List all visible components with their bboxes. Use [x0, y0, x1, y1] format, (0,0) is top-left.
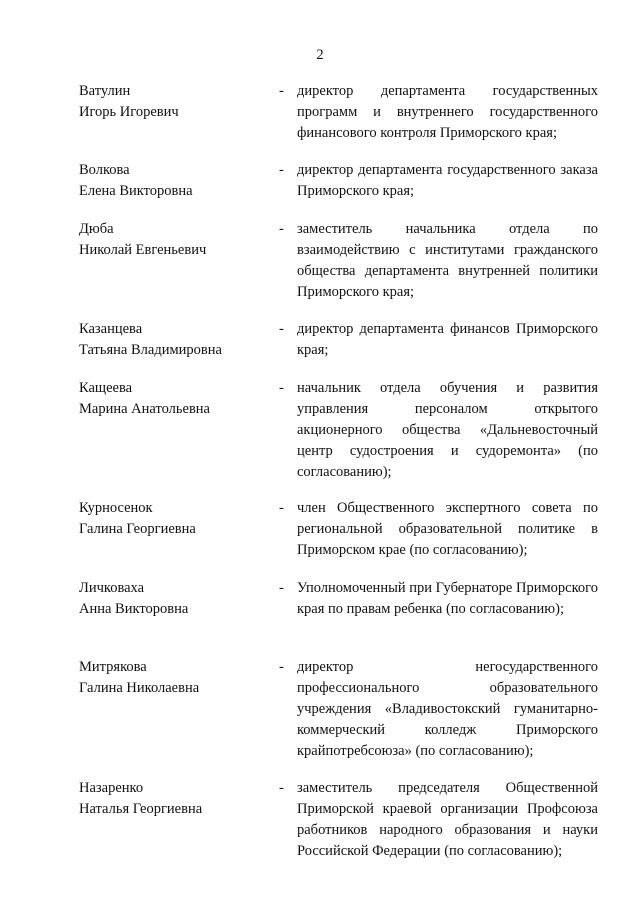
- member-role: Уполномоченный при Губернаторе Приморского края по правам ребенка (по согласованию);: [297, 580, 598, 617]
- member-surname: Назаренко: [79, 780, 144, 796]
- member-name: [79, 578, 269, 620]
- member-surname: Курносенок: [79, 500, 153, 516]
- dash-separator: -: [279, 380, 284, 396]
- dash-separator: -: [279, 321, 284, 337]
- member-role: директор департамента финансов Приморского края;: [297, 321, 598, 358]
- dash-separator: -: [279, 221, 284, 237]
- member-role: директор департамента государственных программ и внутреннего государственного финансового контроля Приморского края;: [297, 83, 598, 141]
- member-role: директор департамента государственного заказа Приморского края;: [297, 162, 598, 199]
- member-given-names: Татьяна Владимировна: [79, 342, 222, 358]
- page-number: 2: [316, 47, 324, 63]
- member-given-names: Галина Георгиевна: [79, 521, 196, 537]
- member-surname: Кащеева: [79, 380, 133, 396]
- member-name: [79, 378, 269, 420]
- member-name: [79, 160, 269, 202]
- member-role: директор негосударственного профессионального образовательного учреждения «Владивостокский гуманитарно-коммерческий колледж Приморского крайпотребсоюза» (по согласованию);: [297, 659, 598, 759]
- member-given-names: Галина Николаевна: [79, 680, 200, 696]
- member-name: [79, 219, 269, 261]
- member-surname: Казанцева: [79, 321, 143, 337]
- member-role: член Общественного экспертного совета по региональной образовательной политике в Приморском крае (по согласованию);: [297, 500, 598, 558]
- member-role: заместитель председателя Общественной Приморской краевой организации Профсоюза работников народного образования и науки Российской Федерации (по согласованию);: [297, 780, 598, 859]
- member-given-names: Игорь Игоревич: [79, 104, 179, 120]
- dash-separator: -: [279, 659, 284, 675]
- dash-separator: -: [279, 500, 284, 516]
- member-given-names: Елена Викторовна: [79, 183, 193, 199]
- member-role: начальник отдела обучения и развития управления персоналом открытого акционерного общества «Дальневосточный центр судостроения и судоремонта» (по согласованию);: [297, 380, 598, 480]
- dash-separator: -: [279, 780, 284, 796]
- member-surname: Волкова: [79, 162, 130, 178]
- member-name: [79, 778, 269, 820]
- dash-separator: -: [279, 580, 284, 596]
- member-given-names: Анна Викторовна: [79, 601, 189, 617]
- member-role: заместитель начальника отдела по взаимодействию с институтами гражданского общества департамента внутренней политики Приморского края;: [297, 221, 598, 300]
- member-given-names: Марина Анатольевна: [79, 401, 210, 417]
- member-surname: Митрякова: [79, 659, 147, 675]
- member-surname: Дюба: [79, 221, 114, 237]
- member-name: [79, 657, 269, 699]
- member-surname: Ватулин: [79, 83, 131, 99]
- member-name: [79, 81, 269, 123]
- member-name: [79, 498, 269, 540]
- member-given-names: Наталья Георгиевна: [79, 801, 203, 817]
- member-name: [79, 319, 269, 361]
- dash-separator: -: [279, 83, 284, 99]
- member-surname: Личковаха: [79, 580, 145, 596]
- dash-separator: -: [279, 162, 284, 178]
- member-given-names: Николай Евгеньевич: [79, 242, 207, 258]
